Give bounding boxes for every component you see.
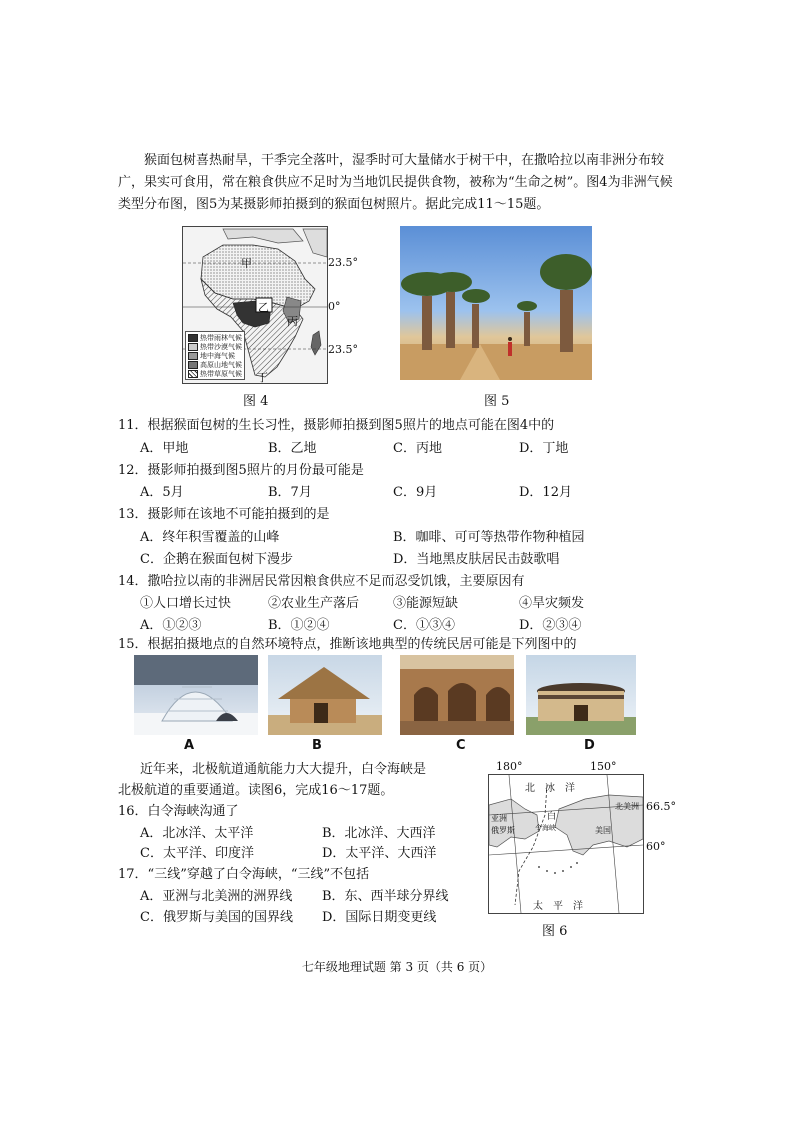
q14-option-c[interactable]: C．①③④	[393, 618, 455, 633]
question-14-stem: 14．撒哈拉以南的非洲居民常因粮食供应不足而忍受饥饿，主要原因有	[118, 574, 525, 589]
q16-option-c[interactable]: C．太平洋、印度洋	[140, 846, 254, 861]
q12-option-a[interactable]: A．5月	[140, 485, 184, 500]
lon-label-150: 150°	[590, 760, 617, 773]
photo-a-igloo[interactable]	[134, 655, 258, 735]
q16-option-d[interactable]: D．太平洋、大西洋	[322, 846, 437, 861]
figure-6-map	[488, 774, 644, 914]
cave-dwelling-image	[400, 655, 514, 735]
figure-5-baobab-photo	[400, 226, 592, 380]
passage-2-line-1: 近年来，北极航道通航能力大大提升，白令海峡是	[140, 762, 427, 777]
photo-label-a: A	[184, 738, 195, 753]
q13-option-a[interactable]: A．终年积雪覆盖的山峰	[140, 530, 280, 545]
figure-4-map	[182, 226, 328, 384]
photo-label-b: B	[312, 738, 322, 753]
q11-option-d[interactable]: D．丁地	[519, 441, 569, 456]
figure-5-caption: 图 5	[484, 394, 510, 409]
photo-d-tulou[interactable]	[526, 655, 636, 735]
passage-2-line-2: 北极航道的重要通道。读图6，完成16～17题。	[118, 783, 394, 798]
question-11-stem: 11．根据猴面包树的生长习性，摄影师拍摄到图5照片的地点可能在图4中的	[118, 418, 555, 433]
label-jia: 甲	[241, 257, 252, 270]
page-footer: 七年级地理试题 第 3 页（共 6 页）	[301, 960, 493, 974]
q17-option-d[interactable]: D．国际日期变更线	[322, 910, 437, 925]
photo-c-cave-dwelling[interactable]	[400, 655, 514, 735]
q13-option-b[interactable]: B．咖啡、可可等热带作物种植园	[393, 530, 585, 545]
label-bai: 白	[547, 812, 557, 822]
label-bing: 丙	[287, 315, 298, 328]
photo-b-round-hut[interactable]	[268, 655, 382, 735]
label-usa: 美国	[595, 826, 611, 835]
q11-option-a[interactable]: A．甲地	[140, 441, 189, 456]
label-pacific-ocean: 太 平 洋	[533, 901, 583, 912]
bering-strait-map	[489, 775, 643, 913]
question-13-stem: 13．摄影师在该地不可能拍摄到的是	[118, 507, 330, 522]
lat-label-60: 60°	[646, 840, 666, 853]
legend-highland: 高原山地气候	[188, 360, 242, 369]
label-ding: 丁	[257, 371, 268, 384]
q12-option-c[interactable]: C．9月	[393, 485, 438, 500]
q17-option-c[interactable]: C．俄罗斯与美国的国界线	[140, 910, 293, 925]
label-yi: 乙	[258, 301, 269, 314]
label-russia: 俄罗斯	[491, 826, 515, 835]
q14-option-b[interactable]: B．①②④	[268, 618, 330, 633]
q14-option-d[interactable]: D．②③④	[519, 618, 582, 633]
q17-option-b[interactable]: B．东、西半球分界线	[322, 889, 449, 904]
figure-4-caption: 图 4	[243, 394, 269, 409]
q13-option-c[interactable]: C．企鹅在猴面包树下漫步	[140, 552, 293, 567]
legend-rainforest: 热带雨林气候	[188, 333, 242, 342]
label-bering-strait: 令海峡	[535, 824, 556, 832]
q14-item-4: ④旱灾频发	[519, 596, 585, 611]
label-arctic-ocean: 北 冰 洋	[525, 783, 575, 794]
q11-option-b[interactable]: B．乙地	[268, 441, 317, 456]
map-legend	[185, 331, 245, 380]
q12-option-b[interactable]: B．7月	[268, 485, 312, 500]
legend-mediterranean: 地中海气候	[188, 351, 242, 360]
lon-label-180: 180°	[496, 760, 523, 773]
q13-option-d[interactable]: D．当地黑皮肤居民击鼓歌唱	[393, 552, 560, 567]
q11-option-c[interactable]: C．丙地	[393, 441, 442, 456]
intro-paragraph	[118, 150, 678, 216]
baobab-trees-image	[400, 226, 592, 380]
photo-label-c: C	[456, 738, 466, 753]
thatched-hut-image	[268, 655, 382, 735]
figure-6-caption: 图 6	[542, 924, 568, 939]
q14-item-1: ①人口增长过快	[140, 596, 232, 611]
legend-desert: 热带沙漠气候	[188, 342, 242, 351]
round-earth-building-image	[526, 655, 636, 735]
legend-savanna: 热带草原气候	[188, 369, 242, 378]
question-12-stem: 12．摄影师拍摄到图5照片的月份最可能是	[118, 463, 364, 478]
label-asia: 亚洲	[491, 814, 507, 823]
lat-label-66-5: 66.5°	[646, 800, 676, 813]
photo-label-d: D	[584, 738, 595, 753]
question-15-stem: 15．根据拍摄地点的自然环境特点，推断该地典型的传统民居可能是下列图中的	[118, 637, 577, 652]
q16-option-a[interactable]: A．北冰洋、太平洋	[140, 826, 254, 841]
q14-item-2: ②农业生产落后	[268, 596, 360, 611]
lat-label-23-n: 23.5°	[328, 256, 358, 269]
intro-text: 猴面包树喜热耐旱，干季完全落叶，湿季时可大量储水于树干中，在撒哈拉以南非洲分布较广，果实可食用，常在粮食供应不足时为当地饥民提供食物，被称为“生命之树”。图4为非洲气候类型分布图，图5为某摄影师拍摄到的猴面包树照片。据此完成11～15题。	[118, 153, 673, 212]
lat-label-23-s: 23.5°	[328, 343, 358, 356]
q12-option-d[interactable]: D．12月	[519, 485, 572, 500]
question-17-stem: 17．“三线”穿越了白令海峡，“三线”不包括	[118, 867, 370, 882]
lat-label-equator: 0°	[328, 300, 341, 313]
q14-item-3: ③能源短缺	[393, 596, 459, 611]
q14-option-a[interactable]: A．①②③	[140, 618, 202, 633]
label-north-america: 北美洲	[615, 802, 639, 811]
q17-option-a[interactable]: A．亚洲与北美洲的洲界线	[140, 889, 293, 904]
q16-option-b[interactable]: B．北冰洋、大西洋	[322, 826, 436, 841]
question-16-stem: 16．白令海峡沟通了	[118, 804, 239, 819]
igloo-image	[134, 655, 258, 735]
